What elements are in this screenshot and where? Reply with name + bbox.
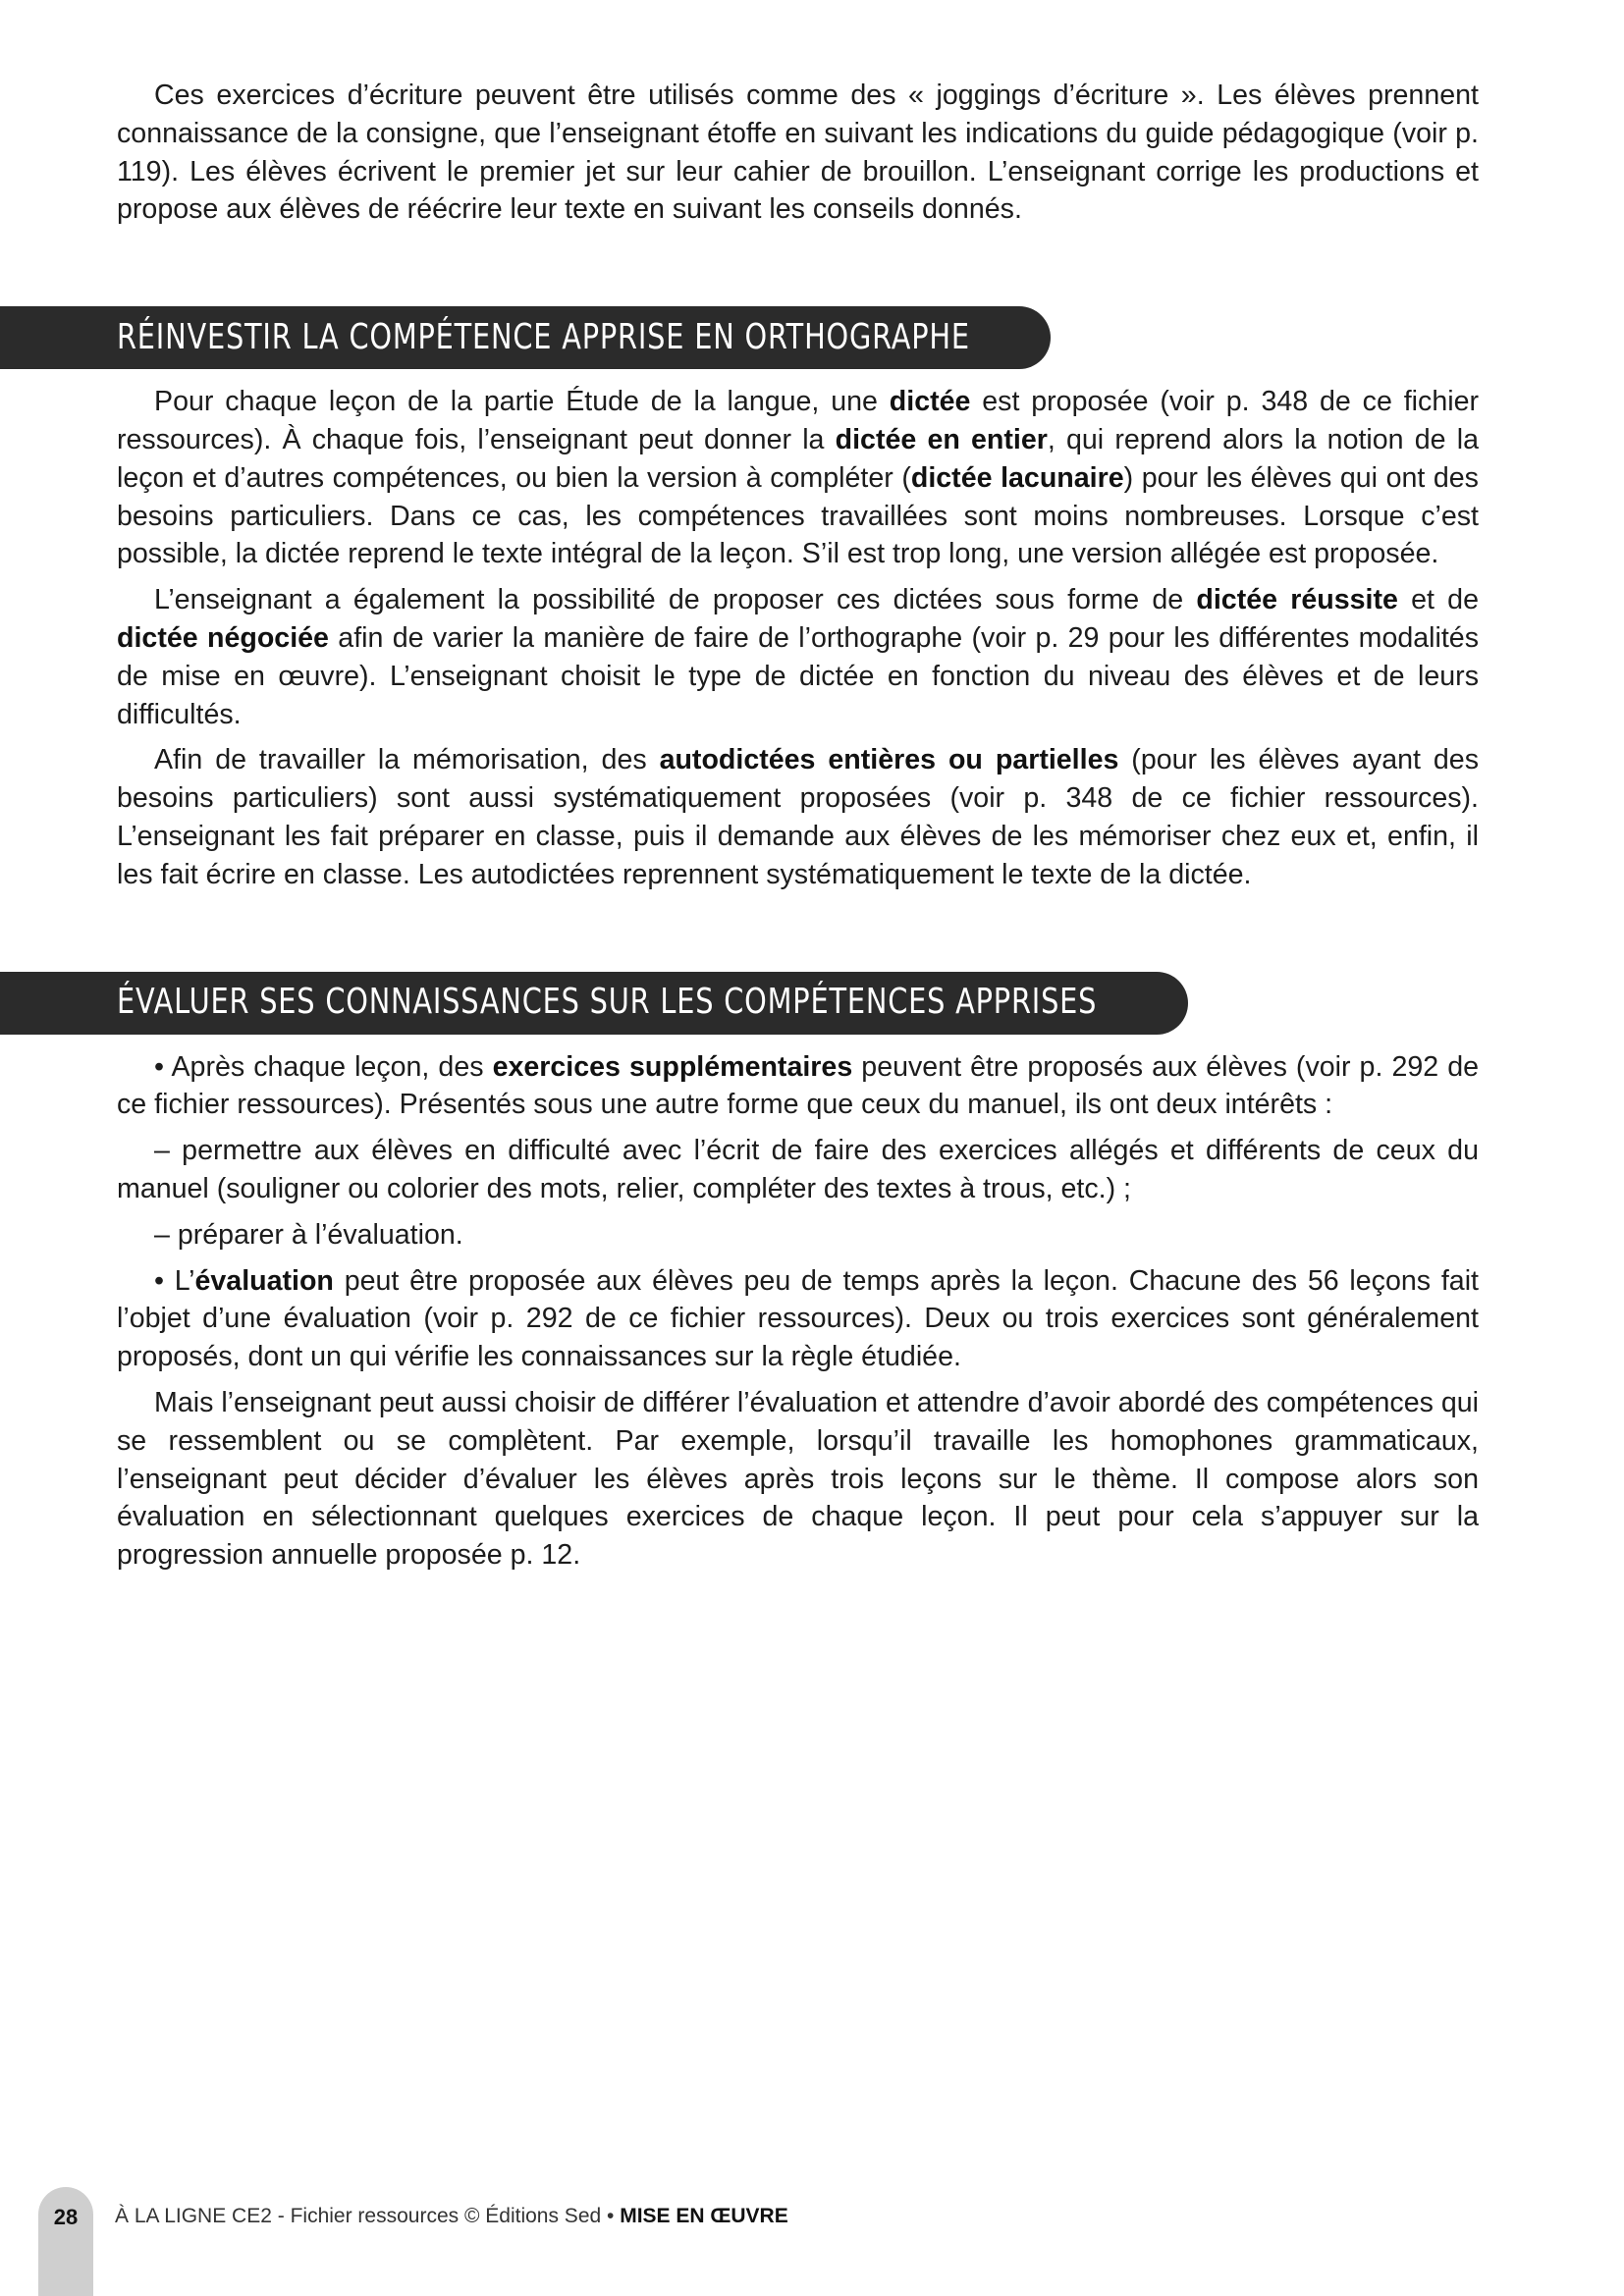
section-title: RÉINVESTIR LA COMPÉTENCE APPRISE EN ORTHOGRAPHE xyxy=(117,316,970,357)
paragraph-exercices: • Après chaque leçon, des exercices supplémentaires peuvent être proposés aux élèves (voir p. 292 de ce fichier ressources). Présentés sous une autre forme que ceux du manuel, ils ont deux intérêts : xyxy=(117,1050,1480,1121)
paragraph-dictee: Pour chaque leçon de la partie Étude de la langue, une dictée est proposée (voir p. 348 de ce fichier ressources). À chaque fois, l’enseignant peut donner la dictée en entier, qui reprend alors la notion de la leçon et d’autres compétences, ou bien la version à compléter (dictée lacunaire) pour les élèves qui ont des besoins particuliers. Dans ce cas, les compétences travaillées sont moins nombreuses. Lorsque c’est possible, la dictée reprend le texte intégral de la leçon. S’il est trop long, une version allégée est proposée. xyxy=(117,386,1480,570)
page-footer xyxy=(0,2187,1624,2296)
bold-term: exercices supplémentaires xyxy=(492,1050,853,1083)
page-number: 28 xyxy=(53,2205,79,2229)
list-item-permettre: – permettre aux élèves en difficulté avec l’écrit de faire des exercices allégés et différents de ceux du manuel (souligner ou colorier des mots, relier, compléter des textes à trous, etc.) ; xyxy=(117,1135,1479,1204)
paragraph-evaluation: • L’évaluation peut être proposée aux élèves peu de temps après la leçon. Chacune des 56 leçons fait l’objet d’une évaluation (voir p. 292 de ce fichier ressources). Deux ou trois exercices sont généralement proposés, dont un qui vérifie les connaissances sur la règle étudiée. xyxy=(117,1264,1479,1373)
bold-term: dictée réussite xyxy=(1196,584,1398,616)
footer-credits xyxy=(115,2205,788,2228)
footer-section: MISE EN ŒUVRE xyxy=(620,2205,788,2227)
paragraph-dictee-reussite: L’enseignant a également la possibilité de proposer ces dictées sous forme de dictée réussite et de dictée négociée afin de varier la manière de faire de l’orthographe (voir p. 29 pour les différentes modalités de mise en œuvre). L’enseignant choisit le type de dictée en fonction du niveau des élèves et de leurs difficultés. xyxy=(117,584,1480,730)
page-content xyxy=(117,77,1479,1582)
section-title: ÉVALUER SES CONNAISSANCES SUR LES COMPÉTENCES APPRISES xyxy=(117,982,1098,1023)
intro-paragraph: Ces exercices d’écriture peuvent être utilisés comme des « joggings d’écriture ». Les élèves prennent connaissance de la consigne, que l’enseignant étoffe en suivant les indications du guide pédagogique (voir p. 119). Les élèves écrivent le premier jet sur leur cahier de brouillon. L’enseignant corrige les productions et propose aux élèves de réécrire leur texte en suivant les conseils donnés. xyxy=(117,80,1479,226)
bold-term: dictée lacunaire xyxy=(910,461,1124,494)
bold-term: évaluation xyxy=(194,1264,334,1297)
list-item-preparer: – préparer à l’évaluation. xyxy=(154,1218,463,1251)
footer-source: À LA LIGNE CE2 - Fichier ressources © Éditions Sed xyxy=(115,2205,602,2227)
footer-separator: • xyxy=(601,2205,621,2227)
bold-term: autodictées entières ou partielles xyxy=(659,744,1119,776)
section-heading-evaluer xyxy=(0,972,1188,1035)
bold-term: dictée xyxy=(889,386,971,418)
page-number-tab xyxy=(38,2187,93,2296)
paragraph-autodictees: Afin de travailler la mémorisation, des autodictées entières ou partielles (pour les élèves ayant des besoins particuliers) sont aussi systématiquement proposées (voir p. 348 de ce fichier ressources). L’enseignant les fait préparer en classe, puis il demande aux élèves de les mémoriser chez eux et, enfin, il les fait écrire en classe. Les autodictées reprennent systématiquement le texte de la dictée. xyxy=(117,744,1479,890)
bold-term: dictée négociée xyxy=(117,621,329,654)
paragraph-differer: Mais l’enseignant peut aussi choisir de différer l’évaluation et attendre d’avoir abordé des compétences qui se ressemblent ou se complètent. Par exemple, lorsqu’il travaille les homophones grammaticaux, l’enseignant peut décider d’évaluer les élèves après trois leçons sur le thème. Il compose alors son évaluation en sélectionnant quelques exercices de chaque leçon. Il peut pour cela s’appuyer sur la progression annuelle proposée p. 12. xyxy=(117,1386,1479,1572)
section-heading-orthographe xyxy=(0,306,1051,369)
bold-term: dictée en entier xyxy=(835,423,1048,455)
